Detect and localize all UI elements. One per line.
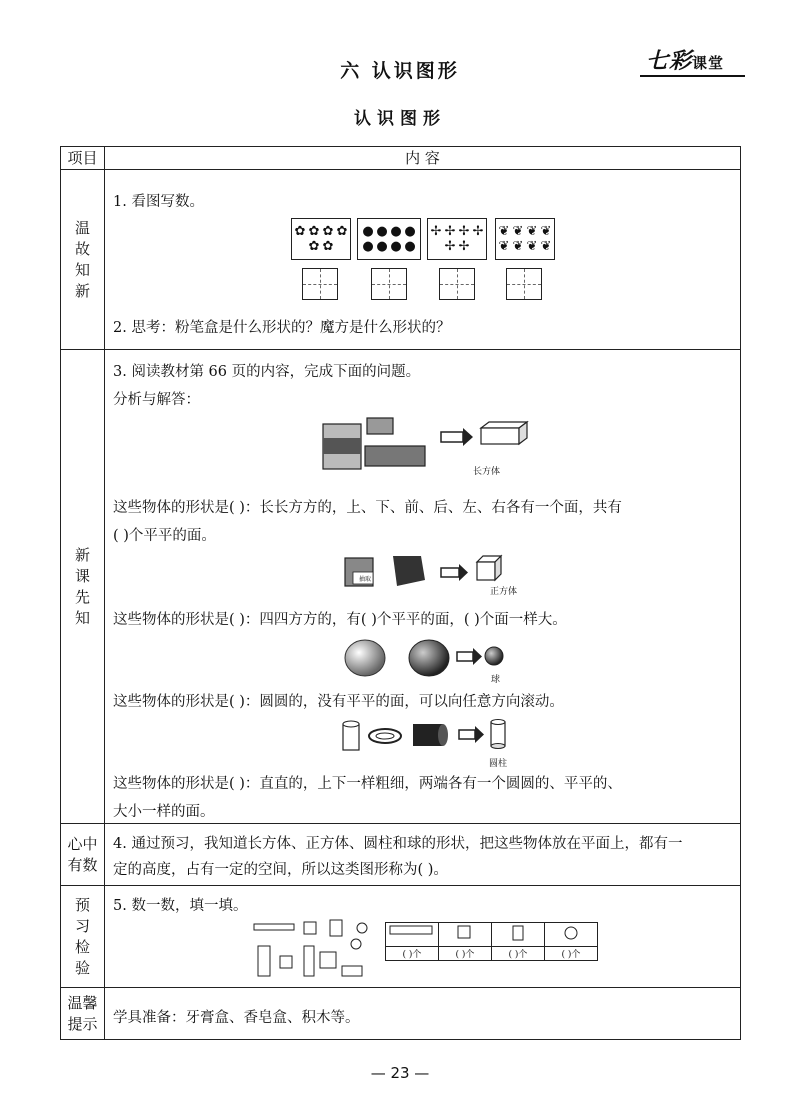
- cube-shape-cell: [439, 923, 492, 947]
- cylinder-caption: 圆柱: [489, 759, 508, 769]
- section-label-check: 预习检验: [61, 886, 105, 988]
- cuboid-objects: [315, 414, 535, 474]
- question-3: 3. 阅读教材第 66 页的内容，完成下面的问题。: [113, 364, 421, 380]
- picture-dragonflies: ✢ ✢ ✢ ✢ ✢ ✢: [427, 218, 487, 260]
- picture-flowers: ✿ ✿ ✿ ✿ ✿ ✿: [291, 218, 351, 260]
- cuboid-icon: [481, 428, 519, 444]
- count-sphere[interactable]: ( )个: [545, 947, 598, 961]
- count-cylinder[interactable]: ( )个: [492, 947, 545, 961]
- cylinder-shape-cell: [492, 923, 545, 947]
- count-cube[interactable]: ( )个: [439, 947, 492, 961]
- small-box-icon: [367, 418, 393, 434]
- tip-text: 学具准备：牙膏盒、香皂盒、积木等。: [113, 1010, 360, 1026]
- page-number: — 23 —: [370, 1064, 430, 1082]
- cylinder-objects: [335, 718, 515, 766]
- answer-box-3[interactable]: [439, 268, 475, 300]
- cylinder-text-1: 这些物体的形状是( )：直直的，上下一样粗细，两端各有一个圆圆的、平平的、: [113, 776, 622, 792]
- section-tip: [105, 988, 741, 1040]
- section-check: [105, 886, 741, 988]
- section-label-know: 心中有数: [61, 824, 105, 886]
- section-know: [105, 824, 741, 886]
- cylinder-icon: [491, 722, 505, 746]
- worksheet-table: [60, 146, 741, 1040]
- solid-shapes-group: [250, 916, 380, 984]
- answer-box-1[interactable]: [302, 268, 338, 300]
- question-4-line-1: 4. 通过预习，我知道长方体、正方体、圆柱和球的形状，把这些物体放在平面上，都有一: [113, 836, 683, 852]
- question-5: 5. 数一数，填一填。: [113, 898, 248, 914]
- sphere-caption: 球: [491, 675, 501, 685]
- section-label-tip: 温馨提示: [61, 988, 105, 1040]
- count-cuboid[interactable]: ( )个: [386, 947, 439, 961]
- cube-text: 这些物体的形状是( )：四四方方的，有( )个平平的面，( )个面一样大。: [113, 612, 567, 628]
- sphere-objects: [341, 636, 511, 680]
- ball-icon: ●: [362, 224, 374, 239]
- ball-icon: [345, 640, 385, 676]
- cuboid-text-1: 这些物体的形状是( )：长长方方的，上、下、前、后、左、右各有一个面，共有: [113, 500, 622, 516]
- cube-objects: [341, 550, 511, 596]
- question-1: 1. 看图写数。: [113, 194, 204, 210]
- picture-balls: ● ● ● ● ● ● ● ●: [357, 218, 421, 260]
- sphere-icon: [485, 647, 503, 665]
- answer-box-4[interactable]: [506, 268, 542, 300]
- sphere-shape-cell: [545, 923, 598, 947]
- question-2: 2. 思考：粉笔盒是什么形状的？魔方是什么形状的？: [113, 320, 451, 336]
- cuboid-shape-cell: [386, 923, 439, 947]
- section-label-preview: 新课先知: [61, 350, 105, 824]
- cube-box-label: 抽取: [359, 576, 372, 583]
- cube-caption: 正方体: [490, 587, 518, 597]
- picture-eggplants: ❦ ❦ ❦ ❦ ❦ ❦ ❦ ❦: [495, 218, 555, 260]
- section-label-review: 温故知新: [61, 170, 105, 350]
- sphere-text: 这些物体的形状是( )：圆圆的，没有平平的面，可以向任意方向滚动。: [113, 694, 564, 710]
- pencil-box-icon: [365, 446, 425, 466]
- cuboid-caption: 长方体: [473, 467, 501, 477]
- count-table: [385, 922, 598, 961]
- cylinder-text-2: 大小一样的面。: [113, 804, 215, 820]
- lesson-title: 认识图形: [354, 109, 446, 129]
- can-icon: [343, 724, 359, 750]
- answer-box-2[interactable]: [371, 268, 407, 300]
- chapter-title: 六 认识图形: [340, 60, 460, 82]
- rubiks-cube-icon: [393, 556, 425, 586]
- crystal-ball-icon: [409, 640, 449, 676]
- section-preview: [105, 350, 741, 824]
- section-review: [105, 170, 741, 350]
- header-content: 内 容: [105, 147, 741, 170]
- eggplant-icon: ❦: [498, 224, 510, 239]
- cuboid-text-2: ( )个平平的面。: [113, 528, 216, 544]
- flower-icon: ✿: [294, 224, 306, 239]
- dragonfly-icon: ✢: [430, 224, 442, 239]
- brand-logo: 七彩课堂: [646, 49, 725, 74]
- cube-icon: [477, 562, 495, 580]
- header-item: 项目: [61, 147, 105, 170]
- question-4-line-2: 定的高度，占有一定的空间，所以这类图形称为( )。: [113, 862, 448, 878]
- analysis-label: 分析与解答：: [113, 392, 200, 408]
